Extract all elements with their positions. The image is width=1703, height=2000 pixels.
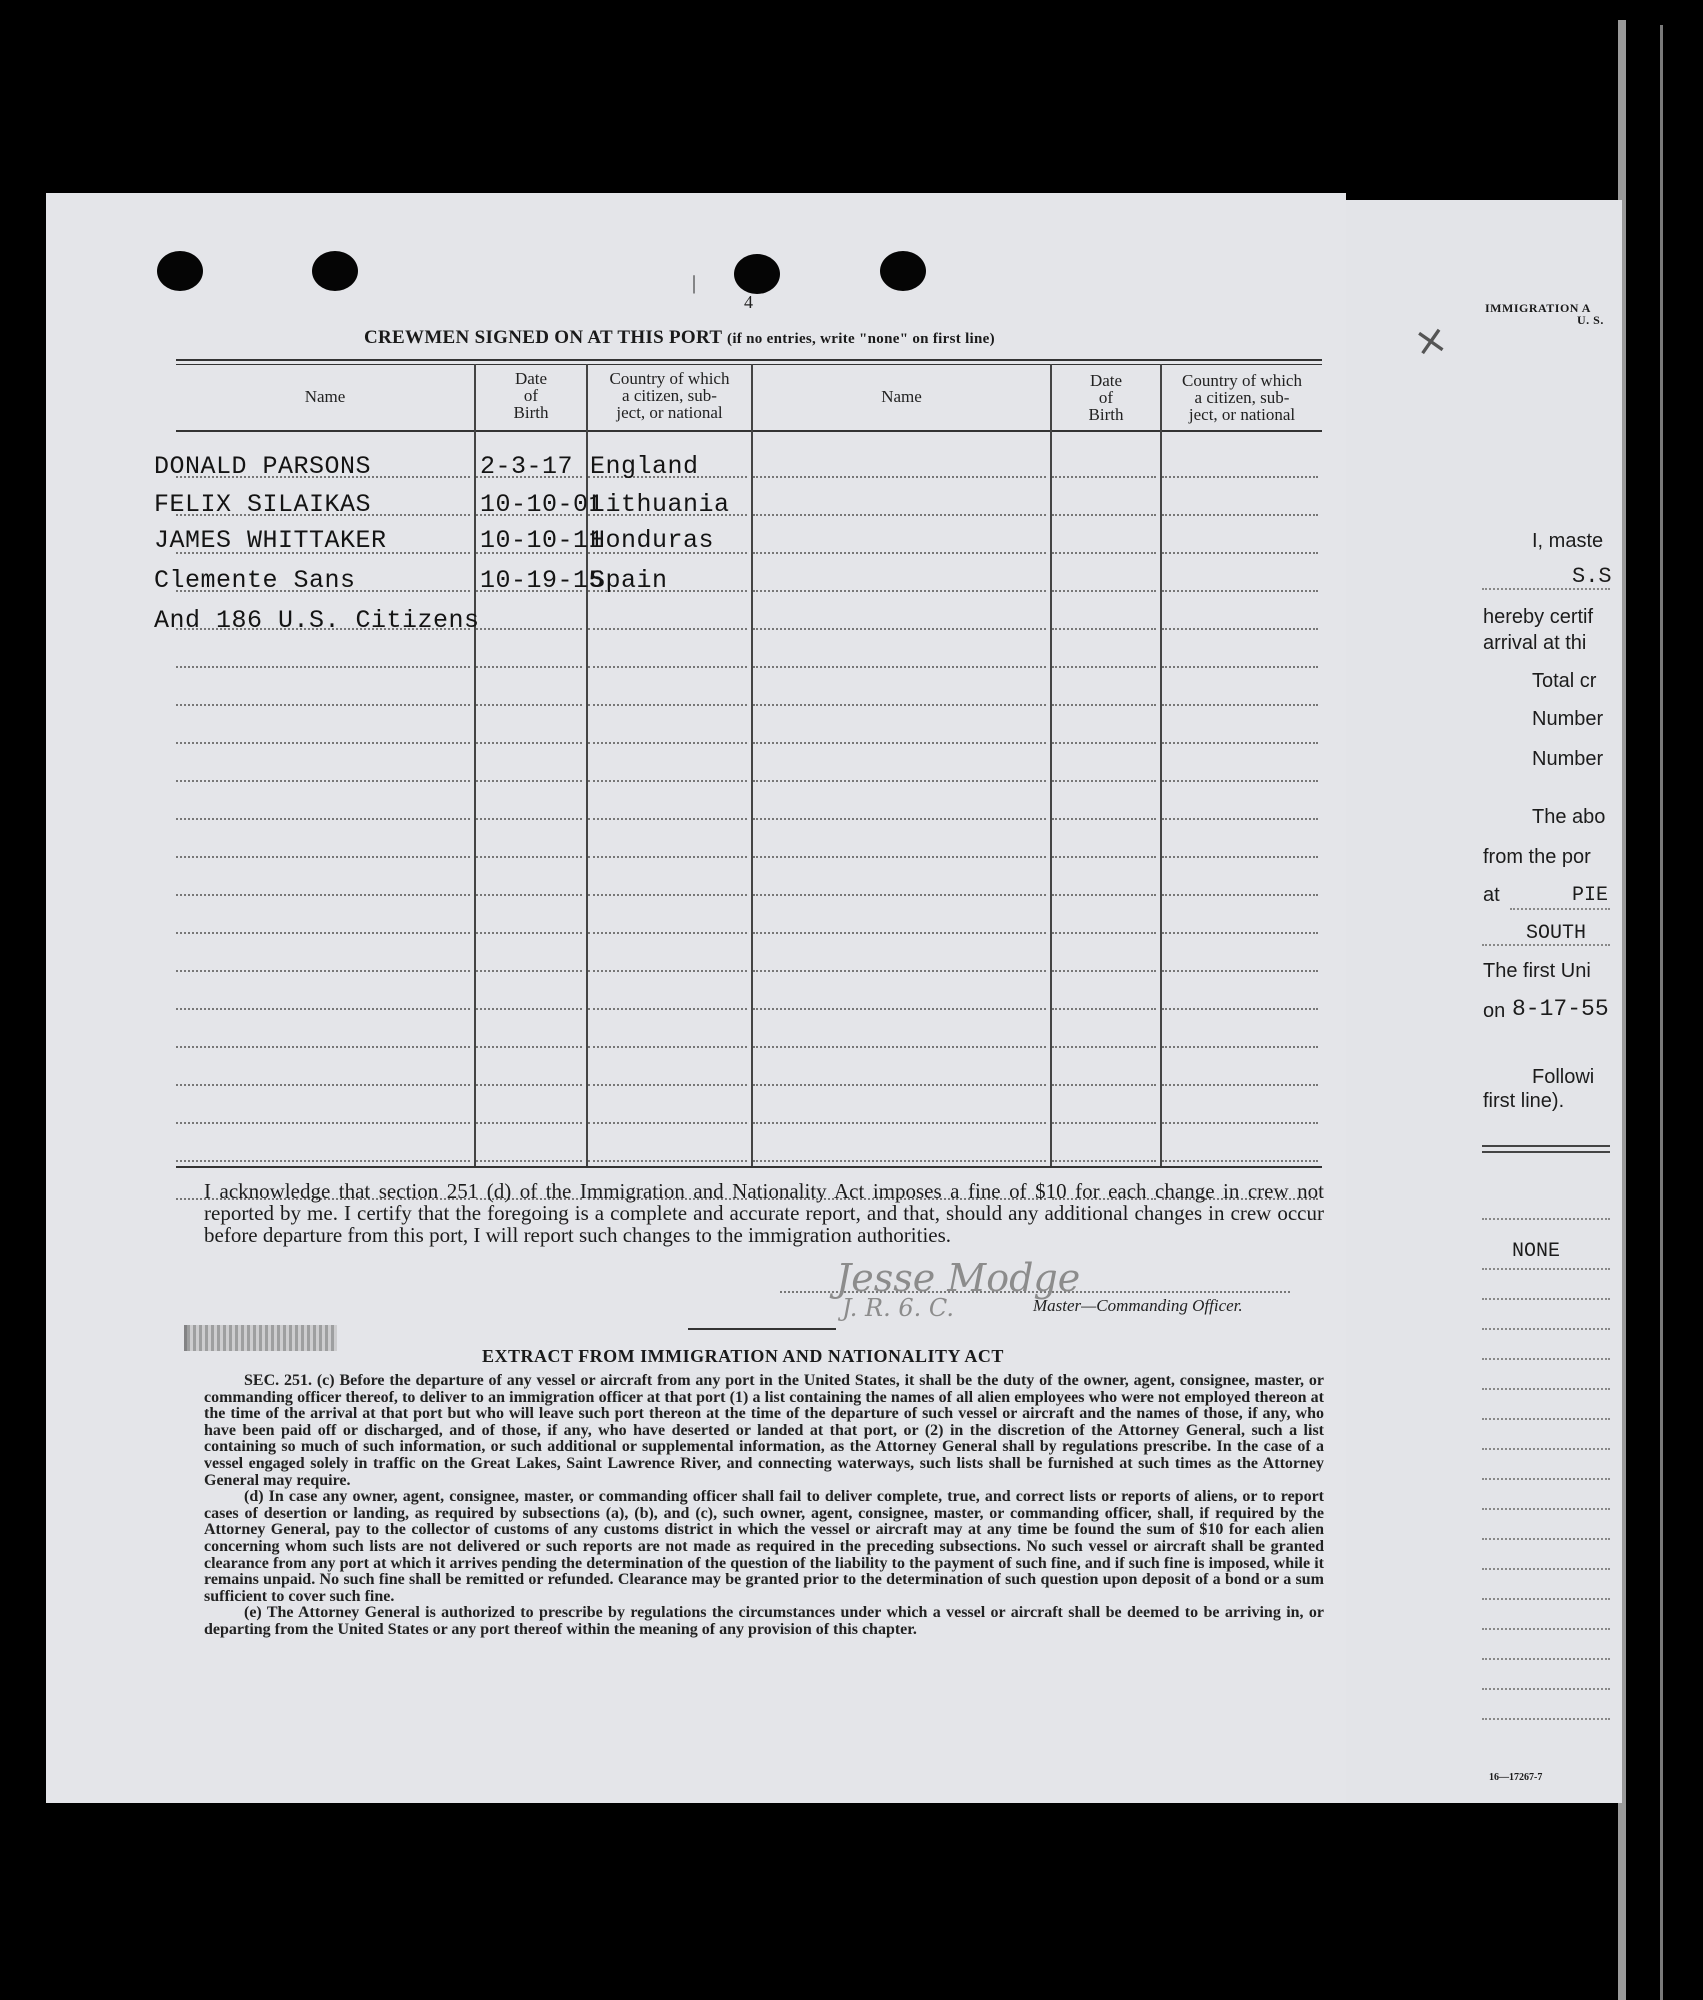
table-top-rule xyxy=(176,359,1322,361)
row-line xyxy=(176,818,470,820)
row-line xyxy=(476,1084,582,1086)
row-line xyxy=(1162,552,1318,554)
row-line xyxy=(588,894,747,896)
col-header-dob xyxy=(476,370,586,421)
row-line xyxy=(753,552,1046,554)
row-line xyxy=(176,742,470,744)
row-line xyxy=(1162,1008,1318,1010)
none-entry: NONE xyxy=(1512,1240,1561,1263)
side-dotted-line xyxy=(1482,1598,1610,1600)
side-dotted-line xyxy=(1482,1218,1610,1220)
crew-country: Lithuania xyxy=(590,490,730,519)
acknowledgement-text: I acknowledge that section 251 (d) of the Immigration and Nationality Act imposes a fine of $10 for each change in crew not reported by me. I certify that the foregoing is a complete and accurate report, and that, should any additional changes in crew occur before departure from this port, I will report such changes to the immigration authorities. xyxy=(204,1179,1324,1247)
row-line xyxy=(1052,1160,1156,1162)
side-dotted-line xyxy=(1482,1568,1610,1570)
row-line xyxy=(1052,514,1156,516)
row-line xyxy=(753,1008,1046,1010)
col-header-name-right: Name xyxy=(881,387,922,406)
row-line xyxy=(588,1046,747,1048)
side-line: Number xyxy=(1532,708,1604,730)
row-line xyxy=(1162,1122,1318,1124)
crew-country: Spain xyxy=(590,566,668,595)
row-line xyxy=(176,856,470,858)
row-line xyxy=(588,970,747,972)
row-line xyxy=(588,1122,747,1124)
side-double-rule xyxy=(1482,1145,1610,1153)
side-line: on xyxy=(1483,1000,1506,1022)
row-line xyxy=(476,780,582,782)
side-dotted-line xyxy=(1482,1658,1610,1660)
row-line xyxy=(588,1008,747,1010)
row-line xyxy=(176,780,470,782)
col-header-country xyxy=(588,370,751,421)
film-edge-line xyxy=(1660,25,1663,2000)
row-line xyxy=(476,1122,582,1124)
row-line xyxy=(588,818,747,820)
row-line xyxy=(476,742,582,744)
row-line xyxy=(1162,590,1318,592)
punch-hole xyxy=(312,251,358,291)
row-line xyxy=(753,1160,1046,1162)
row-line xyxy=(588,704,747,706)
extract-paragraph: SEC. 251. (c) Before the departure of any vessel or aircraft from any port in the United States, it shall be the duty of the owner, agent, consignee, master, or commanding officer thereof, to deliver to an immigration officer at that port (1) a list containing the names of all alien employees who were not employed thereon at the time of the arrival at that port but who will leave such port thereon at the time of the departure of such vessel or aircraft and the names of those, if any, who have been paid off or discharged, and of those, if any, who have deserted or landed at that port, or (2) in the discretion of the Attorney General, such a list containing so much of such information, or such additional or supplemental information, as the Attorney General shall by regulations prescribe. In the case of a vessel engaged solely in traffic on the Great Lakes, Saint Lawrence River, and connecting waterways, such lists shall be furnished at such times as the Attorney General may require. xyxy=(204,1372,1324,1489)
row-line xyxy=(588,780,747,782)
side-line: Followi xyxy=(1532,1066,1595,1088)
row-line xyxy=(753,932,1046,934)
side-dotted-line xyxy=(1482,1298,1610,1300)
form-title-text: CREWMEN SIGNED ON AT THIS PORT xyxy=(364,327,722,348)
row-line xyxy=(753,590,1046,592)
table-bottom-rule xyxy=(176,1166,1322,1168)
row-line xyxy=(1162,1160,1318,1162)
row-line xyxy=(753,894,1046,896)
row-line xyxy=(1052,590,1156,592)
row-line xyxy=(753,1046,1046,1048)
col-header-country-line: Country of which xyxy=(609,369,730,388)
side-line: from the por xyxy=(1483,846,1591,868)
row-line xyxy=(753,1084,1046,1086)
row-line xyxy=(176,1008,470,1010)
row-line xyxy=(753,704,1046,706)
crew-dob: 2-3-17 xyxy=(480,452,574,481)
crew-dob: 10-10-01 xyxy=(480,490,605,519)
col-header-dob-right xyxy=(1052,372,1160,423)
row-line xyxy=(1162,894,1318,896)
row-line xyxy=(476,894,582,896)
punch-hole xyxy=(734,254,780,294)
row-line xyxy=(176,704,470,706)
punch-hole xyxy=(880,251,926,291)
row-line xyxy=(476,1008,582,1010)
crew-country: England xyxy=(590,452,699,481)
row-line xyxy=(588,666,747,668)
side-dotted-line xyxy=(1482,1508,1610,1510)
row-line xyxy=(588,628,747,630)
col-header-dob-line: Date xyxy=(514,369,548,388)
row-line xyxy=(176,1122,470,1124)
row-line xyxy=(176,1084,470,1086)
side-line: SOUTH xyxy=(1526,922,1587,945)
row-line xyxy=(588,1084,747,1086)
row-line xyxy=(1052,628,1156,630)
row-line xyxy=(476,970,582,972)
row-line xyxy=(753,742,1046,744)
side-line: first line). xyxy=(1483,1090,1565,1112)
row-line xyxy=(1162,970,1318,972)
row-line xyxy=(753,970,1046,972)
row-line xyxy=(176,1046,470,1048)
row-line xyxy=(1052,780,1156,782)
side-line: S.S xyxy=(1572,564,1612,589)
side-line: arrival at thi xyxy=(1483,632,1587,654)
row-line xyxy=(476,1046,582,1048)
side-dotted-line xyxy=(1482,1688,1610,1690)
row-line xyxy=(753,818,1046,820)
side-dotted-line xyxy=(1482,1538,1610,1540)
col-header-country-right xyxy=(1162,372,1322,423)
col-header-country-line: a citizen, sub- xyxy=(622,386,717,405)
row-line xyxy=(1162,780,1318,782)
row-line xyxy=(753,1122,1046,1124)
master-signature: Jesse Modge xyxy=(836,1256,1081,1300)
crew-name: Clemente Sans xyxy=(154,566,356,595)
row-line xyxy=(1052,818,1156,820)
side-dotted-line xyxy=(1482,1328,1610,1330)
side-line: The first Uni xyxy=(1483,960,1591,982)
row-line xyxy=(1052,742,1156,744)
row-line xyxy=(1162,1084,1318,1086)
row-line xyxy=(176,970,470,972)
form-number: 16—17267-7 xyxy=(1489,1772,1543,1783)
x-mark: × xyxy=(1410,315,1452,367)
row-line xyxy=(176,894,470,896)
side-dotted-line xyxy=(1510,908,1610,910)
col-header-dob-line: Birth xyxy=(1088,405,1124,424)
row-line xyxy=(1162,476,1318,478)
side-header xyxy=(1485,302,1604,326)
row-line xyxy=(1162,514,1318,516)
side-line: I, maste xyxy=(1532,530,1604,552)
row-line xyxy=(1052,856,1156,858)
row-line xyxy=(476,856,582,858)
row-line xyxy=(1162,742,1318,744)
tick-mark: | xyxy=(692,272,697,294)
row-line xyxy=(1162,628,1318,630)
master-signature-initials: J. R. 6. C. xyxy=(842,1294,955,1322)
row-line xyxy=(753,514,1046,516)
col-header-country-line: ject, or national xyxy=(1188,405,1296,424)
side-line: hereby certif xyxy=(1483,606,1594,628)
side-line: Number xyxy=(1532,748,1604,770)
page-number: 4 xyxy=(744,292,753,312)
row-line xyxy=(176,666,470,668)
side-line: The abo xyxy=(1532,806,1606,828)
extract-paragraph: (e) The Attorney General is authorized to prescribe by regulations the circumstances under which a vessel or aircraft shall be deemed to be arriving in, or departing from the United States or any port thereof within the meaning of any provision of this chapter. xyxy=(204,1604,1324,1638)
crew-name: FELIX SILAIKAS xyxy=(154,490,372,519)
row-line xyxy=(588,932,747,934)
col-header-dob-line: of xyxy=(1098,388,1114,407)
side-dotted-line xyxy=(1482,944,1610,946)
side-dotted-line xyxy=(1482,1358,1610,1360)
col-header-dob-line: of xyxy=(523,386,539,405)
col-header-dob-line: Birth xyxy=(513,403,549,422)
side-dotted-line xyxy=(1482,1388,1610,1390)
crew-name: DONALD PARSONS xyxy=(154,452,372,481)
form-title-note: (if no entries, write "none" on first line) xyxy=(727,331,995,347)
row-line xyxy=(1052,1084,1156,1086)
side-dotted-line xyxy=(1482,1628,1610,1630)
side-line: at xyxy=(1483,884,1500,906)
stamp-mark xyxy=(184,1325,337,1351)
row-line xyxy=(753,856,1046,858)
row-line xyxy=(476,666,582,668)
extract-title: EXTRACT FROM IMMIGRATION AND NATIONALITY ACT xyxy=(482,1346,1004,1366)
extract-paragraph: (d) In case any owner, agent, consignee, master, or commanding officer shall fail to deliver complete, true, and correct lists or reports of aliens, or to report cases of desertion or landing, as required by subsections (a), (b), and (c), such owner, agent, consignee, master, or commanding officer, shall, if required by the Attorney General, pay to the collector of customs of any customs district in which the vessel or aircraft may at any time be found the sum of $10 for each alien concerning whom such lists are not delivered or such reports are not made as required in the preceding subsections. No such vessel or aircraft shall be granted clearance from any port at which it arrives pending the determination of the question of the liability to the payment of such fine, and if such fine is imposed, while it remains unpaid. No such fine shall be remitted or refunded. Clearance may be granted prior to the determination of such question upon deposit of a bond or a sum sufficient to cover such fine. xyxy=(204,1488,1324,1605)
side-dotted-line xyxy=(1482,1268,1610,1270)
row-line xyxy=(476,1160,582,1162)
crew-country: Honduras xyxy=(590,526,715,555)
row-line xyxy=(476,932,582,934)
row-line xyxy=(176,932,470,934)
row-line xyxy=(1162,856,1318,858)
col-header-country-line: a citizen, sub- xyxy=(1194,388,1290,407)
col-header-name: Name xyxy=(304,387,346,406)
row-line xyxy=(476,818,582,820)
crew-name: JAMES WHITTAKER xyxy=(154,526,387,555)
table-header-rule xyxy=(176,430,1322,432)
row-line xyxy=(1162,666,1318,668)
row-line xyxy=(476,704,582,706)
row-line xyxy=(753,476,1046,478)
side-header-line: U. S. xyxy=(1577,313,1604,327)
side-line: Total cr xyxy=(1532,670,1597,692)
col-header-country-line: ject, or national xyxy=(616,403,723,422)
signature-rule xyxy=(688,1328,836,1330)
row-line xyxy=(1162,1046,1318,1048)
row-line xyxy=(476,628,582,630)
row-line xyxy=(1162,818,1318,820)
col-header-country-line: Country of which xyxy=(1182,371,1302,390)
master-label: Master—Commanding Officer. xyxy=(1033,1296,1243,1315)
side-dotted-line xyxy=(1482,1718,1610,1720)
side-dotted-line xyxy=(1482,1448,1610,1450)
row-line xyxy=(1052,932,1156,934)
side-dotted-line xyxy=(1482,1418,1610,1420)
col-header-dob-line: Date xyxy=(1089,371,1123,390)
row-line xyxy=(1052,1122,1156,1124)
row-line xyxy=(176,1160,470,1162)
row-line xyxy=(753,628,1046,630)
row-line xyxy=(753,666,1046,668)
row-line xyxy=(588,1160,747,1162)
row-line xyxy=(1052,970,1156,972)
table-top-rule xyxy=(176,364,1322,365)
row-line xyxy=(1052,552,1156,554)
row-line xyxy=(588,742,747,744)
punch-hole xyxy=(157,251,203,291)
side-dotted-line xyxy=(1482,1478,1610,1480)
crew-name: And 186 U.S. Citizens xyxy=(154,606,480,635)
row-line xyxy=(1052,666,1156,668)
row-line xyxy=(1052,1046,1156,1048)
crew-dob: 10-10-11 xyxy=(480,526,605,555)
row-line xyxy=(1162,932,1318,934)
row-line xyxy=(753,780,1046,782)
form-title xyxy=(364,327,995,349)
row-line xyxy=(1052,476,1156,478)
row-line xyxy=(1052,1008,1156,1010)
row-line xyxy=(588,856,747,858)
side-header-line: IMMIGRATION A xyxy=(1485,301,1591,315)
crew-dob: 10-19-15 xyxy=(480,566,605,595)
row-line xyxy=(1052,894,1156,896)
row-line xyxy=(1162,704,1318,706)
row-line xyxy=(1052,704,1156,706)
extract-body xyxy=(204,1373,1324,1639)
side-line: 8-17-55 xyxy=(1512,996,1609,1022)
side-line: PIE xyxy=(1572,884,1609,907)
